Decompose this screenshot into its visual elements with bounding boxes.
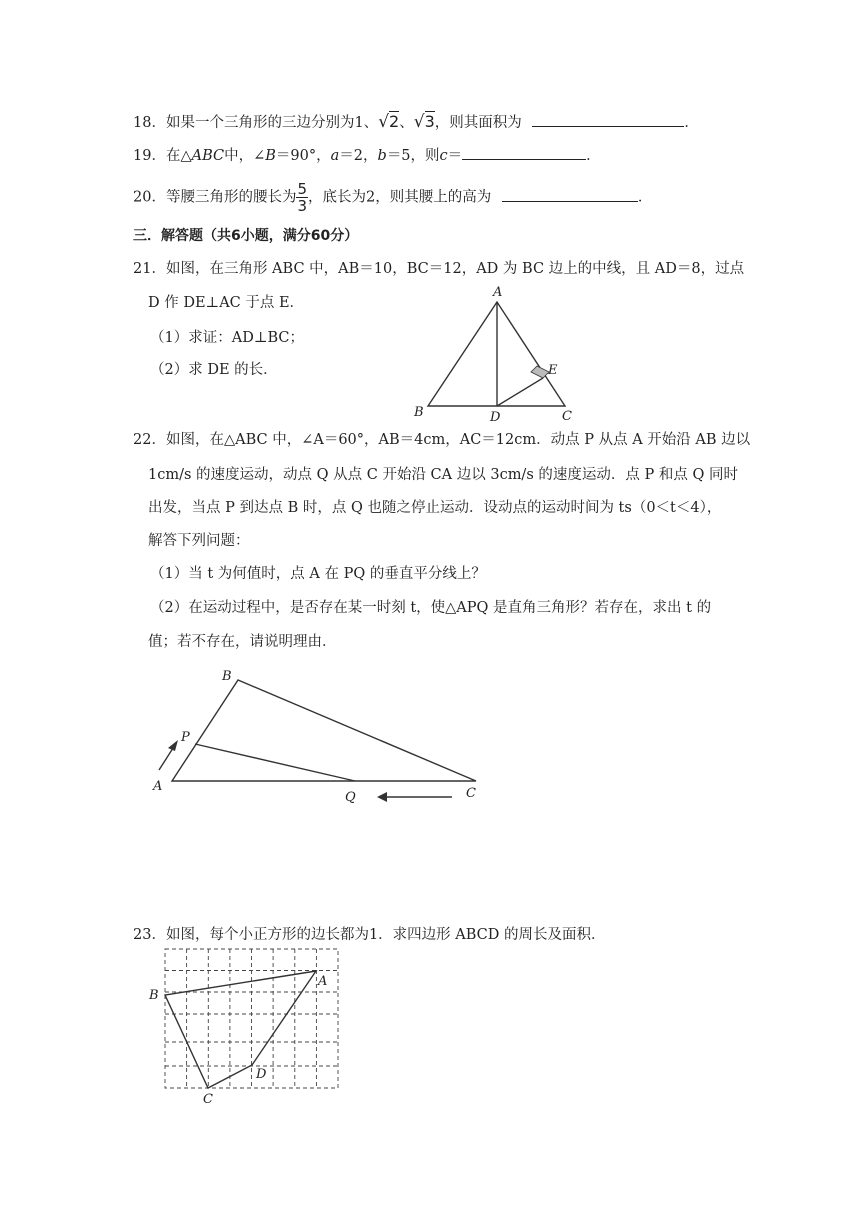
label-b: B — [414, 405, 424, 420]
q21-line1: 21．如图，在三角形 ABC 中，AB＝10，BC＝12，AD 为 BC 边上的中线，且 AD＝8，过点 — [133, 261, 745, 277]
sqrt-2: √2 — [378, 112, 400, 132]
quadrilateral-abcd — [165, 971, 316, 1088]
q19-a: a — [330, 148, 340, 164]
q19-c: c — [439, 148, 448, 164]
q19-t6: ＝ — [447, 148, 463, 164]
label-c-q22: C — [466, 786, 476, 801]
q19-t1: 在△ — [165, 148, 192, 164]
q22-line4: 解答下列问题： — [148, 533, 250, 549]
label-q-q22: Q — [345, 790, 356, 805]
label-a: A — [493, 285, 503, 300]
q22-part2-cont: 值；若不存在，请说明理由． — [148, 634, 337, 650]
q23-line1: 23．如图，每个小正方形的边长都为1．求四边形 ABCD 的周长及面积． — [133, 927, 606, 943]
q19-end: ． — [586, 148, 601, 164]
q18-text-b: ，则其面积为 — [434, 115, 522, 131]
q20-t2: ，底长为2，则其腰上的高为 — [308, 189, 492, 206]
label-c-q23: C — [203, 1092, 213, 1107]
dashed-grid — [165, 949, 338, 1088]
sqrt-3: √3 — [413, 112, 435, 132]
q22-line1: 22．如图，在△ABC 中，∠A＝60°，AB＝4cm，AC＝12cm．动点 P 从点 A 开始沿 AB 边以 — [133, 432, 751, 448]
label-b-q23: B — [149, 988, 159, 1003]
q19-b2: b — [377, 148, 387, 164]
q21-line2: D 作 DE⊥AC 于点 E． — [148, 295, 305, 311]
label-d: D — [490, 410, 501, 425]
label-b-q22: B — [222, 669, 232, 684]
q20-number: 20． — [133, 189, 166, 206]
q19-b: B — [265, 148, 276, 164]
q22-line2: 1cm/s 的速度运动，动点 Q 从点 C 开始沿 CA 边以 3cm/s 的速度运动．点 P 和点 Q 同时 — [148, 467, 738, 483]
q20-end: ． — [637, 189, 653, 206]
q18-sep: 、 — [399, 115, 414, 131]
q22-line3: 出发，当点 P 到达点 B 时，点 Q 也随之停止运动．设动点的运动时间为 ts（0＜t＜4）， — [148, 500, 722, 516]
q18-number: 18． — [133, 115, 166, 131]
q19-t5: ＝5，则 — [386, 148, 440, 164]
q19-t2: 中，∠ — [224, 148, 266, 164]
q18-text-a: 如果一个三角形的三边分别为1、 — [165, 115, 379, 131]
q21-part1: （1）求证：AD⊥BC； — [150, 330, 304, 346]
q19-number: 19． — [133, 148, 166, 164]
fraction-5-3: $\frac{5}{3}$ — [297, 180, 307, 215]
q21-part2: （2）求 DE 的长． — [150, 362, 278, 378]
q19-abc: ABC — [191, 148, 225, 164]
label-d-q23: D — [256, 1067, 267, 1082]
q19-t3: ＝90°， — [275, 148, 331, 164]
q22-part1: （1）当 t 为何值时，点 A 在 PQ 的垂直平分线上？ — [150, 566, 486, 582]
label-c: C — [562, 409, 572, 424]
label-e: E — [548, 363, 558, 378]
q19-t4: ＝2， — [339, 148, 378, 164]
q22-part2: （2）在运动过程中，是否存在某一时刻 t，使△APQ 是直角三角形？若存在，求出 t 的 — [150, 600, 712, 616]
label-a-q23: A — [318, 974, 328, 989]
label-p-q22: P — [181, 730, 190, 745]
q20-t1: 等腰三角形的腰长为 — [165, 189, 297, 206]
q18-end: ． — [684, 115, 699, 131]
section-heading: 三．解答题（共6小题，满分60分） — [133, 228, 359, 244]
label-a-q22: A — [153, 779, 163, 794]
